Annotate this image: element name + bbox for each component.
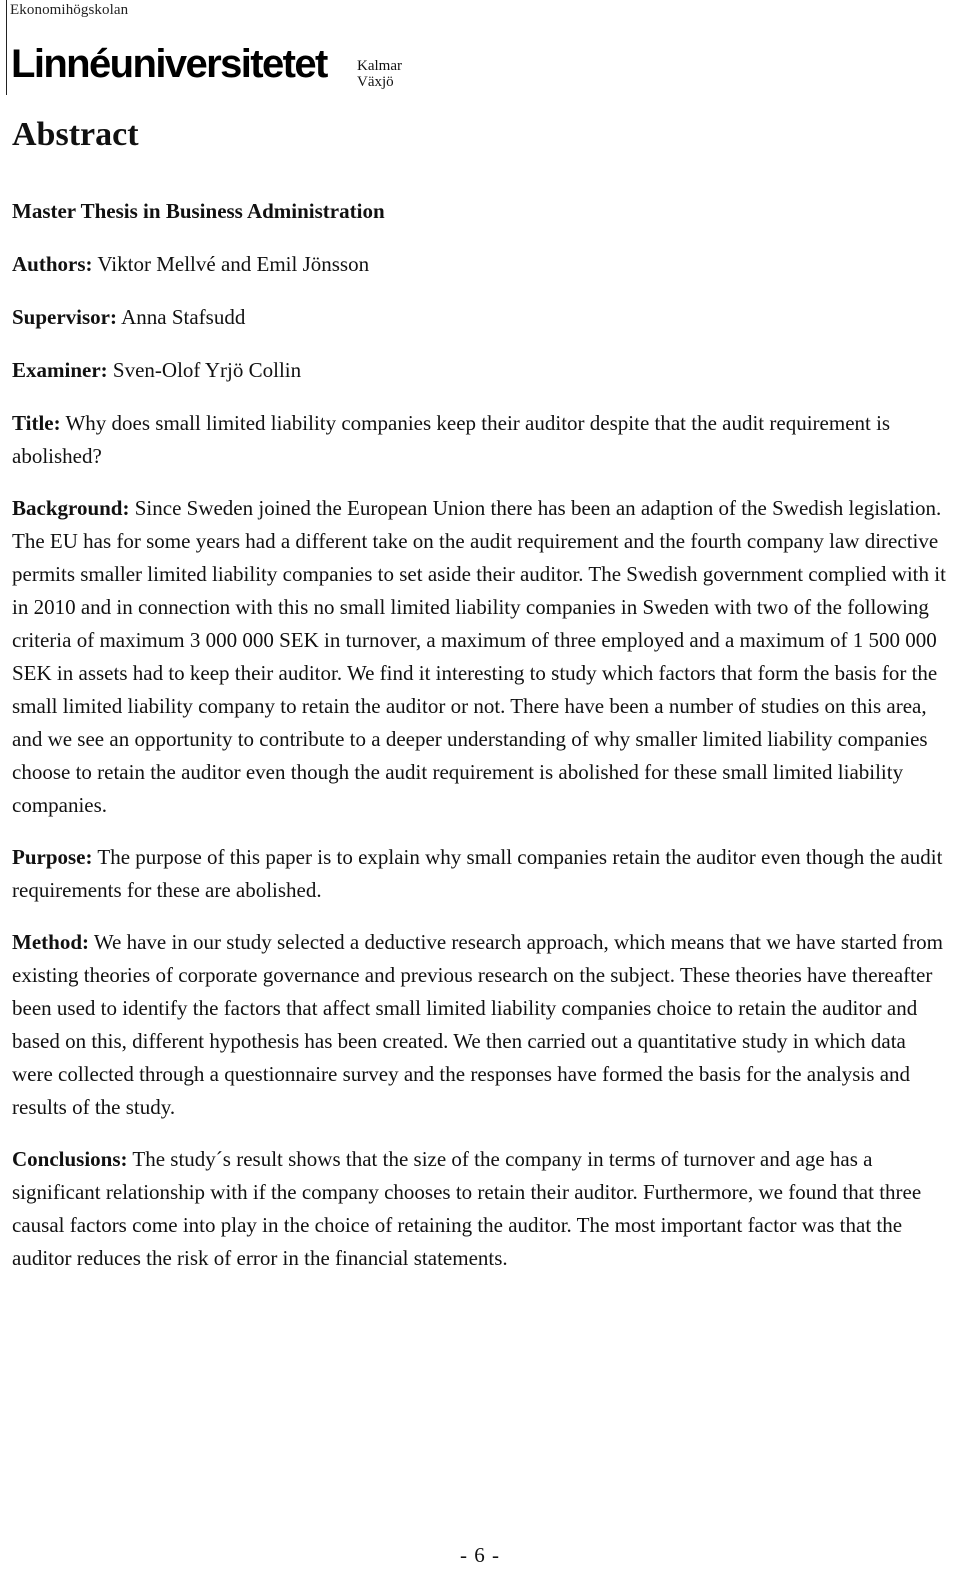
logo-campus-kalmar: Kalmar — [357, 58, 402, 74]
title-label: Title: — [12, 411, 61, 435]
page-title: Abstract — [12, 116, 139, 153]
examiner-line — [12, 354, 947, 387]
authors-value: Viktor Mellvé and Emil Jönsson — [97, 252, 370, 276]
background-paragraph — [12, 492, 947, 822]
conclusions-paragraph — [12, 1143, 947, 1275]
logo-campus-names — [357, 58, 402, 90]
title-value: Why does small limited liability companies keep their auditor despite that the audit requirement is abolished? — [12, 411, 891, 468]
school-name: Ekonomihögskolan — [10, 2, 129, 18]
university-logo: Linnéuniversitetet — [11, 42, 327, 86]
thesis-type: Master Thesis in Business Administration — [12, 199, 385, 223]
authors-label: Authors: — [12, 252, 93, 276]
purpose-paragraph — [12, 841, 947, 907]
logo-campus-vaxjo: Växjö — [357, 74, 394, 90]
abstract-content — [12, 113, 947, 1294]
supervisor-value: Anna Stafsudd — [121, 305, 246, 329]
page-header — [6, 0, 427, 95]
conclusions-text: The study´s result shows that the size of the company in terms of turnover and age has a significant relationship with if the company chooses to retain their auditor. Furthermore, we found that three causal factors come into play in the choice of retaining the auditor. The most important factor was that the auditor reduces the risk of error in the financial statements. — [12, 1147, 922, 1270]
examiner-value: Sven-Olof Yrjö Collin — [112, 358, 302, 382]
supervisor-label: Supervisor: — [12, 305, 117, 329]
method-paragraph — [12, 926, 947, 1124]
method-label: Method: — [12, 930, 89, 954]
background-label: Background: — [12, 496, 130, 520]
conclusions-label: Conclusions: — [12, 1147, 128, 1171]
title-paragraph — [12, 407, 947, 473]
authors-line — [12, 248, 947, 281]
purpose-text: The purpose of this paper is to explain why small companies retain the auditor even though the audit requirements for these are abolished. — [12, 845, 943, 902]
purpose-label: Purpose: — [12, 845, 93, 869]
method-text: We have in our study selected a deductive research approach, which means that we have started from existing theories of corporate governance and previous research on the subject. These theories have thereafter been used to identify the factors that affect small limited liability companies choice to retain the auditor and based on this, different hypothesis has been created. We then carried out a quantitative study in which data were collected through a questionnaire survey and the responses have formed the basis for the analysis and results of the study. — [12, 930, 943, 1119]
background-text: Since Sweden joined the European Union there has been an adaption of the Swedish legislation. The EU has for some years had a different take on the audit requirement and the fourth company law directive permits smaller limited liability companies to set aside their auditor. The Swedish government complied with it in 2010 and in connection with this no small limited liability companies in Sweden with two of the following criteria of maximum 3 000 000 SEK in turnover, a maximum of three employed and a maximum of 1 500 000 SEK in assets had to keep their auditor. We find it interesting to study which factors that form the basis for the small limited liability company to retain the auditor or not. There have been a number of studies on this area, and we see an opportunity to contribute to a deeper understanding of why smaller limited liability companies choose to retain the auditor even though the audit requirement is abolished for these small limited liability companies. — [12, 496, 946, 817]
examiner-label: Examiner: — [12, 358, 108, 382]
page-number: - 6 - — [460, 1543, 500, 1567]
supervisor-line — [12, 301, 947, 334]
